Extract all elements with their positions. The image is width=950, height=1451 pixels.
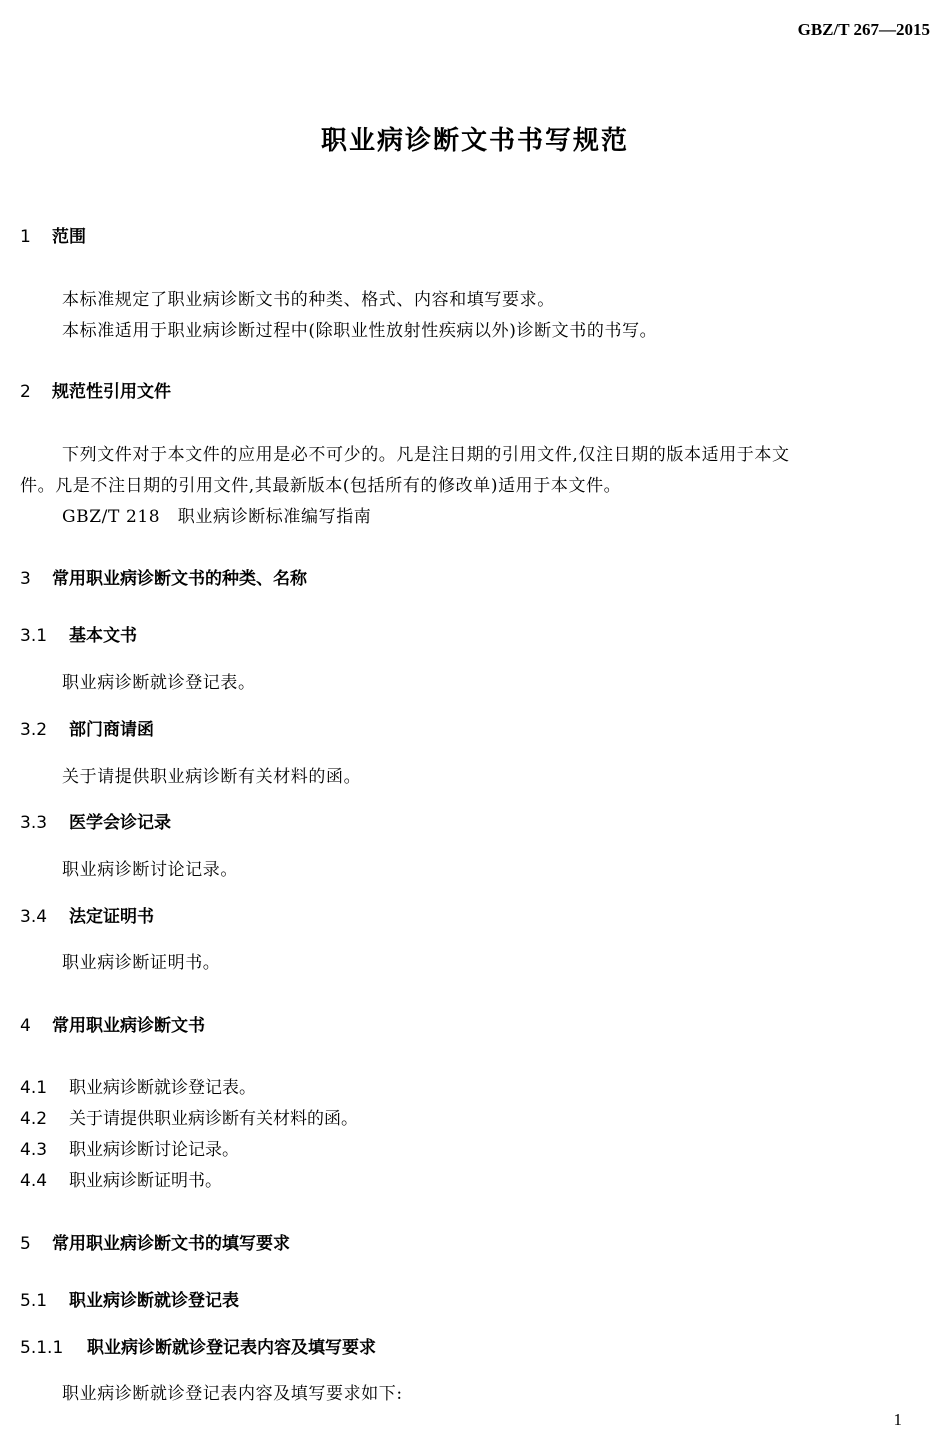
- item-text: 职业病诊断就诊登记表。: [69, 1078, 256, 1098]
- list-item: [20, 1166, 222, 1191]
- section-3-3-text: 职业病诊断讨论记录。: [62, 860, 238, 880]
- standard-code: GBZ/T 267—2015: [797, 20, 930, 39]
- section-3-4-text: 职业病诊断证明书。: [62, 953, 221, 973]
- section-number: 3.1: [20, 626, 48, 646]
- section-title: 范围: [52, 227, 86, 247]
- section-2-paragraph-line-2: 件。凡是不注日期的引用文件,其最新版本(包括所有的修改单)适用于本文件。: [20, 476, 622, 496]
- section-number: 4: [20, 1016, 31, 1036]
- section-number: 5.1.1: [20, 1338, 64, 1358]
- section-title: 基本文书: [69, 626, 137, 646]
- section-number: 3: [20, 569, 31, 589]
- section-number: 5.1: [20, 1291, 48, 1311]
- section-5-1-heading: [20, 1286, 239, 1311]
- section-number: 3.4: [20, 907, 48, 927]
- section-1-heading: [20, 222, 86, 247]
- section-title: 职业病诊断就诊登记表内容及填写要求: [87, 1338, 376, 1358]
- section-3-3-heading: [20, 808, 171, 833]
- section-5-1-1-text: 职业病诊断就诊登记表内容及填写要求如下:: [62, 1384, 403, 1404]
- item-text: 关于请提供职业病诊断有关材料的函。: [69, 1109, 358, 1129]
- section-5-1-1-heading: [20, 1333, 376, 1358]
- list-item: [20, 1104, 358, 1129]
- list-item: [20, 1073, 256, 1098]
- section-title: 常用职业病诊断文书的种类、名称: [52, 569, 307, 589]
- section-number: 2: [20, 382, 31, 402]
- section-number: 3.3: [20, 813, 48, 833]
- section-3-heading: [20, 564, 307, 589]
- section-number: 3.2: [20, 720, 48, 740]
- section-title: 常用职业病诊断文书: [52, 1016, 205, 1036]
- normative-reference: GBZ/T 218 职业病诊断标准编写指南: [62, 507, 372, 527]
- section-number: 1: [20, 227, 31, 247]
- section-2-paragraph-line-1: 下列文件对于本文件的应用是必不可少的。凡是注日期的引用文件,仅注日期的版本适用于本文: [62, 445, 790, 465]
- item-number: 4.3: [20, 1140, 48, 1160]
- section-2-heading: [20, 377, 171, 402]
- item-text: 职业病诊断讨论记录。: [69, 1140, 239, 1160]
- section-title: 职业病诊断就诊登记表: [69, 1291, 239, 1311]
- section-1-paragraph-1: 本标准规定了职业病诊断文书的种类、格式、内容和填写要求。: [62, 290, 555, 310]
- section-title: 法定证明书: [69, 907, 154, 927]
- section-title: 规范性引用文件: [52, 382, 171, 402]
- section-3-4-heading: [20, 902, 154, 927]
- item-number: 4.2: [20, 1109, 48, 1129]
- section-number: 5: [20, 1234, 31, 1254]
- section-5-heading: [20, 1229, 290, 1254]
- section-3-2-text: 关于请提供职业病诊断有关材料的函。: [62, 767, 362, 787]
- section-4-heading: [20, 1011, 205, 1036]
- section-title: 部门商请函: [69, 720, 154, 740]
- section-3-2-heading: [20, 715, 154, 740]
- section-1-paragraph-2: 本标准适用于职业病诊断过程中(除职业性放射性疾病以外)诊断文书的书写。: [62, 321, 658, 341]
- document-title: 职业病诊断文书书写规范: [320, 126, 629, 156]
- list-item: [20, 1135, 239, 1160]
- section-3-1-text: 职业病诊断就诊登记表。: [62, 673, 256, 693]
- item-number: 4.4: [20, 1171, 48, 1191]
- section-3-1-heading: [20, 621, 137, 646]
- page-number: 1: [893, 1410, 902, 1429]
- item-number: 4.1: [20, 1078, 48, 1098]
- section-title: 常用职业病诊断文书的填写要求: [52, 1234, 290, 1254]
- item-text: 职业病诊断证明书。: [69, 1171, 222, 1191]
- section-title: 医学会诊记录: [69, 813, 171, 833]
